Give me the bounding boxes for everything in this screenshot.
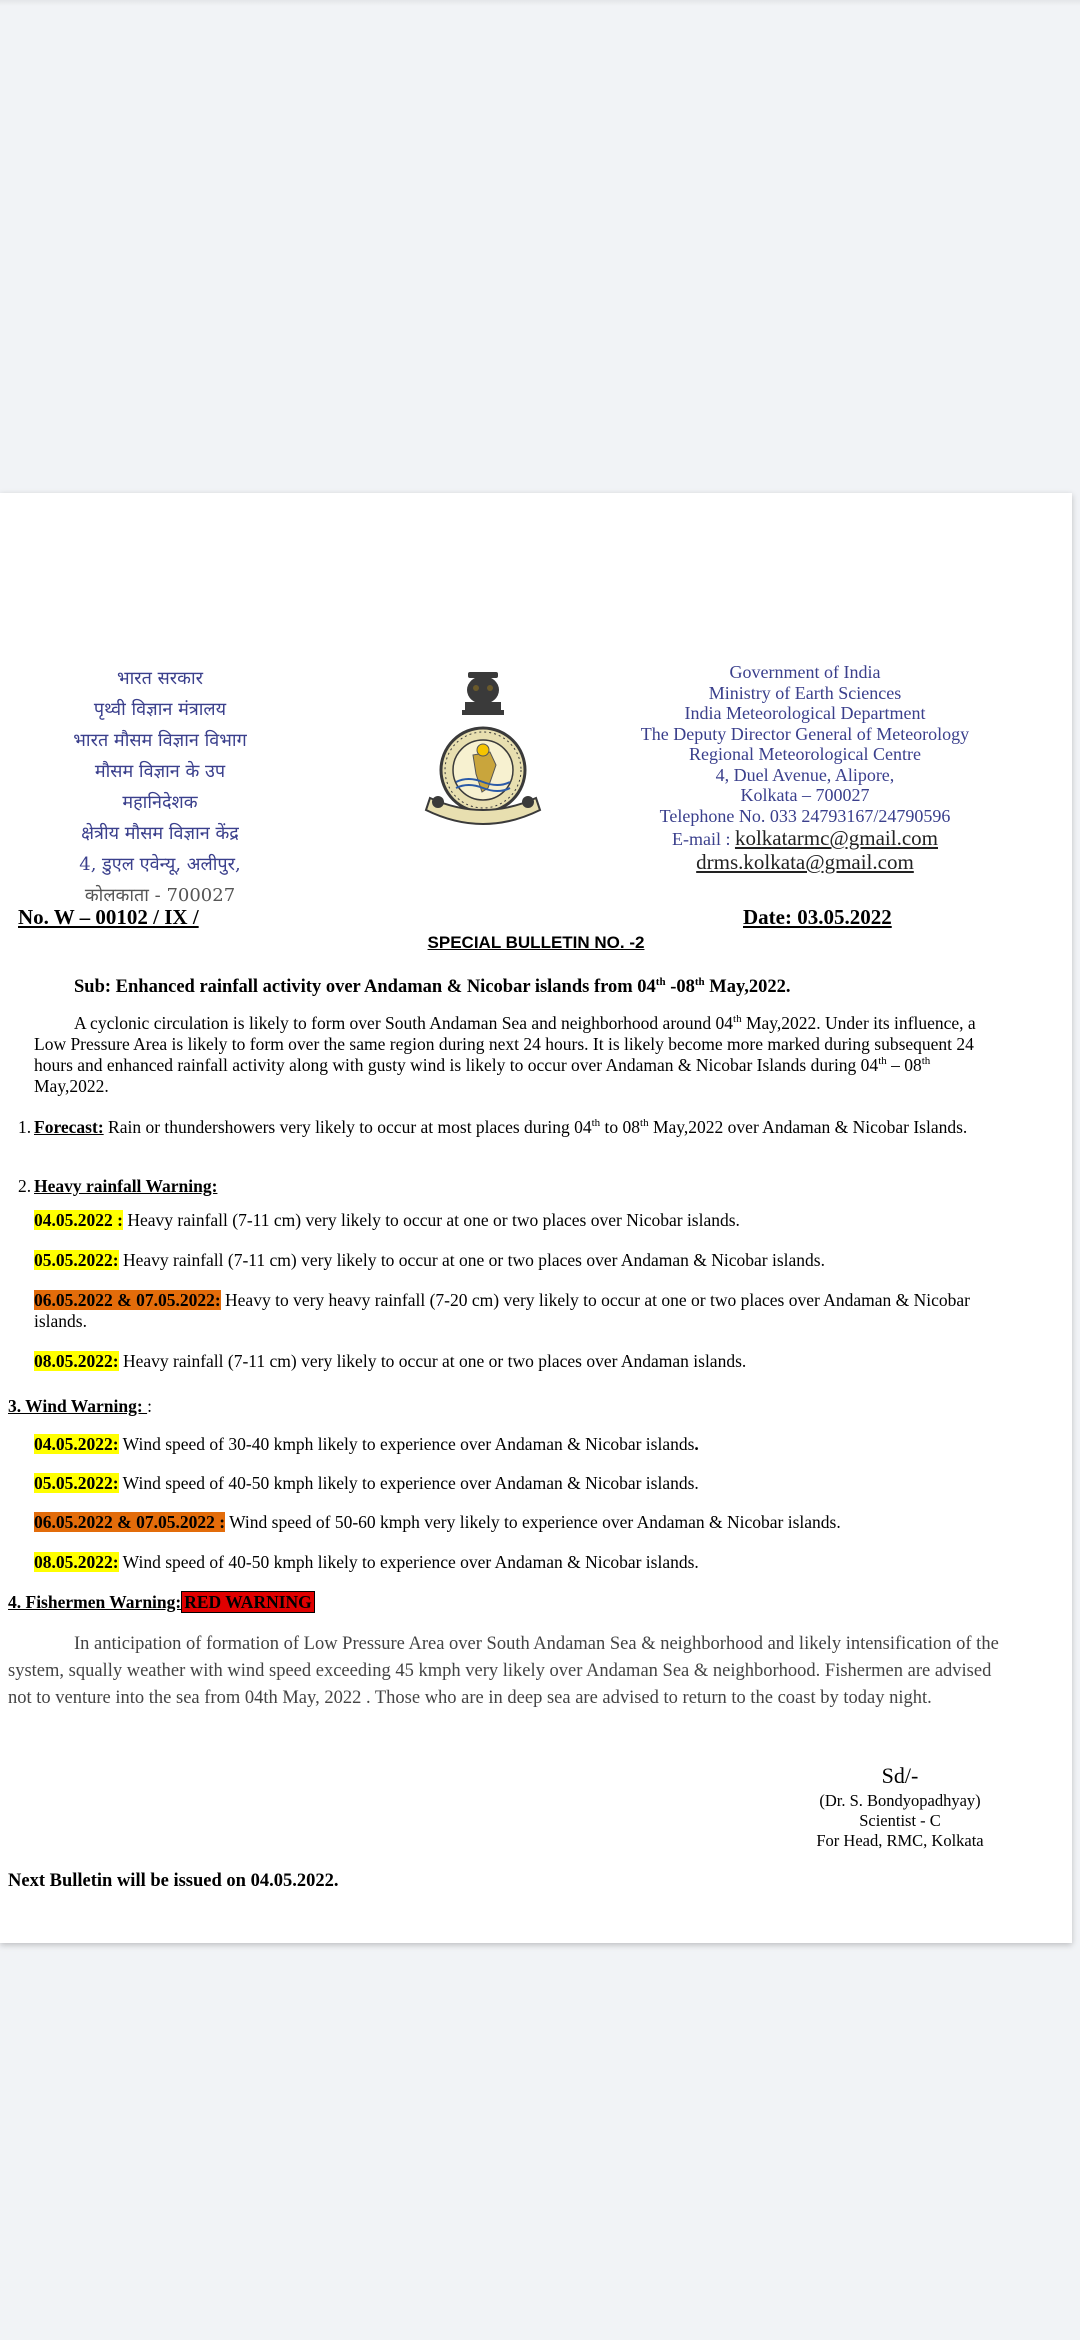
reference-number: No. W – 00102 / IX / [18,905,199,929]
english-line: 4, Duel Avenue, Alipore, [715,764,895,785]
heavy-rain-item: 08.05.2022: Heavy rainfall (7-11 cm) very likely to occur at one or two places over Andaman islands. [34,1351,747,1371]
heavy-rain-number: 2. [18,1176,32,1196]
wind-heading: 3. Wind Warning: : [8,1396,152,1416]
english-header [600,662,1010,874]
signature-sd: Sd/- [881,1763,919,1788]
hindi-header [30,663,290,911]
email-label: E-mail : [671,829,731,849]
signatory-name: (Dr. S. Bondyopadhyay) [819,1791,981,1810]
english-line: The Deputy Director General of Meteorology [640,723,970,744]
date-highlight: 06.05.2022 & 07.05.2022: [34,1290,221,1310]
heavy-rain-heading: Heavy rainfall Warning: [34,1176,218,1196]
signatory-title: Scientist - C [859,1811,941,1830]
english-line: India Meteorological Department [684,703,926,723]
hindi-line: भारत सरकार [116,668,204,689]
signatory-office: For Head, RMC, Kolkata [816,1831,984,1850]
email-link[interactable]: kolkatarmc@gmail.com [734,826,938,850]
intro-paragraph: A cyclonic circulation is likely to form over South Andaman Sea and neighborhood around 04th May,2022. Under its influence, a Low Pressure Area is likely to form over the same region during next 24 hours. It is likely become more marked during subsequent 24 hours and enhanced rainfall activity along with gusty wind is likely to occur over Andaman & Nicobar Islands during 04th – 08th May,2022. [34,1013,976,1096]
date-highlight: 06.05.2022 & 07.05.2022 : [34,1512,226,1532]
hindi-line: भारत मौसम विज्ञान विभाग [73,730,247,751]
red-warning-badge: RED WARNING [181,1591,315,1613]
english-line: Government of India [729,662,881,682]
heavy-rain-item: 05.05.2022: Heavy rainfall (7-11 cm) very likely to occur at one or two places over Andaman & Nicobar islands. [34,1250,825,1270]
date-highlight: 04.05.2022: [34,1434,119,1454]
wind-item: 05.05.2022: Wind speed of 40-50 kmph likely to experience over Andaman & Nicobar islands. [34,1473,699,1493]
next-bulletin-note: Next Bulletin will be issued on 04.05.2022. [8,1871,339,1891]
forecast-number: 1. [18,1117,32,1137]
subject-line: Sub: Enhanced rainfall activity over Andaman & Nicobar islands from 04th -08th May,2022. [74,975,791,997]
heavy-rain-item: 04.05.2022 : Heavy rainfall (7-11 cm) very likely to occur at one or two places over Nicobar islands. [34,1210,740,1230]
english-line: Telephone No. 033 24793167/24790596 [659,805,951,826]
date-highlight: 08.05.2022: [34,1552,119,1572]
imd-emblem-icon [418,670,548,840]
date-highlight: 05.05.2022: [34,1250,119,1270]
hindi-line: 4, डुएल एवेन्यू, अलीपुर, [79,854,241,875]
document-page [0,493,1072,1943]
forecast-heading: Forecast: [34,1117,104,1137]
hindi-line: महानिदेशक [122,792,198,813]
english-line: Regional Meteorological Centre [689,744,921,764]
date-highlight: 05.05.2022: [34,1473,119,1493]
hindi-line: मौसम विज्ञान के उप [94,761,226,782]
hindi-line: क्षेत्रीय मौसम विज्ञान केंद्र [81,823,239,844]
fishermen-heading: 4. Fishermen Warning: RED WARNING [8,1592,315,1613]
wind-item: 04.05.2022: Wind speed of 30-40 kmph likely to experience over Andaman & Nicobar islands. [34,1434,699,1454]
english-line: Kolkata – 700027 [740,785,870,805]
bulletin-date: Date: 03.05.2022 [743,905,892,929]
email-line-2 [600,850,1010,874]
hindi-line: कोलकाता - 700027 [84,885,236,906]
heavy-rain-item: 06.05.2022 & 07.05.2022: Heavy to very heavy rainfall (7-20 cm) very likely to occur at one or two places over Andaman & Nicobar islands. [34,1290,970,1331]
bulletin-title: SPECIAL BULLETIN NO. -2 [427,933,645,952]
english-line: Ministry of Earth Sciences [708,682,902,703]
email-line [600,826,1010,850]
date-highlight: 08.05.2022: [34,1351,119,1371]
hindi-line: पृथ्वी विज्ञान मंत्रालय [93,699,227,720]
date-highlight: 04.05.2022 : [34,1210,123,1230]
email-link[interactable]: drms.kolkata@gmail.com [696,850,914,874]
top-bar [0,0,1080,6]
forecast-paragraph: Forecast: Rain or thundershowers very likely to occur at most places during 04th to 08th May,2022 over Andaman & Nicobar Islands. [34,1117,968,1137]
wind-item: 08.05.2022: Wind speed of 40-50 kmph likely to experience over Andaman & Nicobar islands. [34,1552,699,1572]
wind-item: 06.05.2022 & 07.05.2022 : Wind speed of 50-60 kmph very likely to experience over Andaman & Nicobar islands. [34,1512,841,1532]
fishermen-paragraph: In anticipation of formation of Low Pressure Area over South Andaman Sea & neighborhood and likely intensification of the system, squally weather with wind speed exceeding 45 kmph very likely over Andaman Sea & neighborhood. Fishermen are advised not to venture into the sea from 04th May, 2022 . Those who are in deep sea are advised to return to the coast by today night. [8,1634,999,1708]
